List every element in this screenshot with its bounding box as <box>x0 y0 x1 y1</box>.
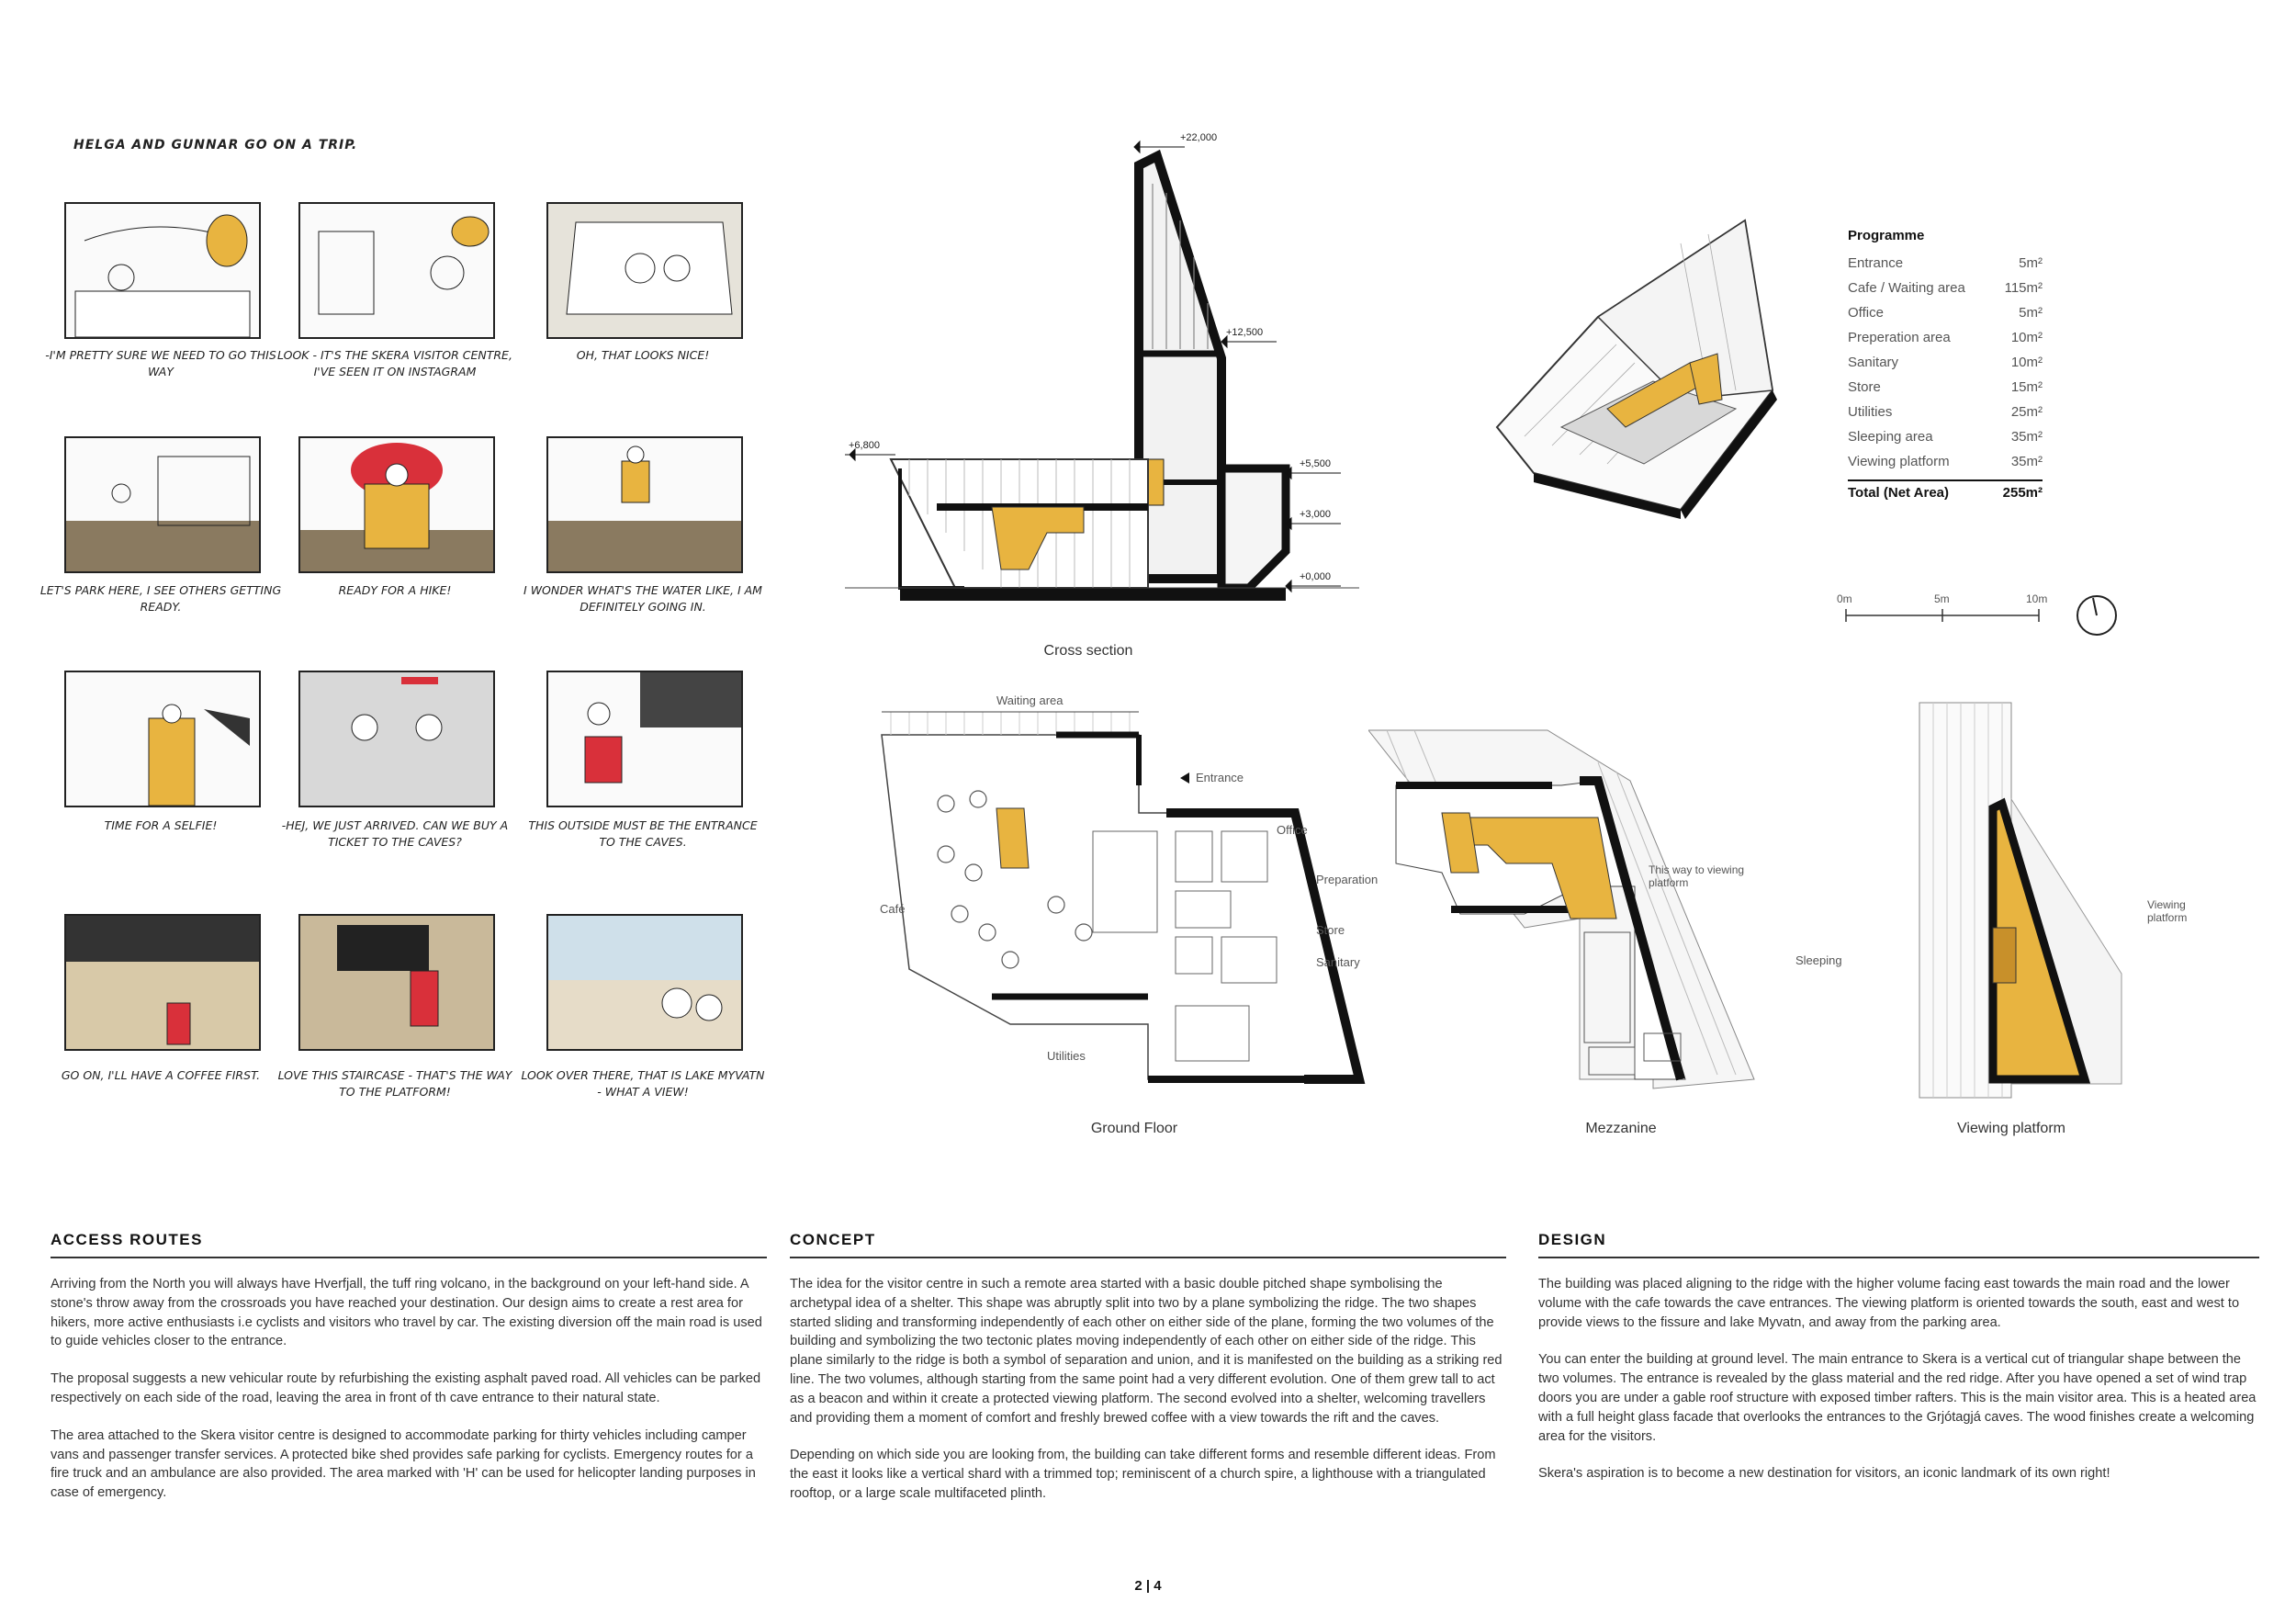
programme-row-name: Sleeping area <box>1848 429 1933 445</box>
concept-paragraph: The idea for the visitor centre in such a remote area started with a basic double pitched shape symbolising the archetypal idea of a shelter. This shape was abruptly split into two by a plane symbolizing the ridge. The two shapes started sliding and transforming independently of each other on either side of the plane, forming the two volumes of the building and symbolizing the two tectonic plates moving independently of each other on either side of the ridge. This plane similarly to the ridge is both a symbol of separation and union, and it is manifested on the building as a striking red line. The two volumes, although starting from the same point had a very different evolution. One of them grew tall to act as a beacon and within it create a protected viewing platform. The second evolved into a shelter, welcoming travellers and providing them a moment of comfort and freshly brewed coffee with a view towards the rift and the caves. <box>790 1277 1503 1426</box>
ground-floor-svg <box>872 694 1387 1107</box>
storyboard-panel <box>546 436 743 573</box>
access-routes-section <box>51 1231 767 1503</box>
level-0000: +0,000 <box>1300 571 1331 582</box>
label-preparation: Preparation <box>1316 873 1379 886</box>
label-sanitary: Sanitary <box>1316 955 1360 969</box>
programme-row-name: Utilities <box>1848 404 1893 420</box>
design-section <box>1538 1231 2259 1483</box>
programme-row <box>1848 424 2043 449</box>
storyboard-sketch <box>66 438 259 571</box>
access-paragraph: The proposal suggests a new vehicular route by refurbishing the existing asphalt paved road. All vehicles can be parked respectively on each side of the road, leaving the area in front of th cave entrance to their natural state. <box>51 1371 761 1405</box>
programme-title: Programme <box>1848 228 1925 243</box>
programme-total-area: 255m² <box>2002 485 2043 501</box>
label-waiting-area: Waiting area <box>996 694 1064 707</box>
programme-row <box>1848 449 2043 474</box>
level-12500: +12,500 <box>1226 327 1264 338</box>
programme-row <box>1848 350 2043 375</box>
label-store: Store <box>1316 923 1345 937</box>
storyboard-sketch <box>548 204 741 337</box>
tower-volume <box>1139 156 1221 579</box>
programme-total <box>1848 479 2043 501</box>
mezzanine-plan <box>1368 726 1846 1111</box>
programme-row-name: Sanitary <box>1848 355 1899 370</box>
storyboard-sketch <box>300 916 493 1049</box>
storyboard-panel <box>298 914 495 1051</box>
storyboard-caption: OH, THAT LOOKS NICE! <box>576 348 710 362</box>
storyboard-panel <box>64 914 261 1051</box>
access-paragraph: Arriving from the North you will always have Hverfjall, the tuff ring volcano, in the background on your left-hand side. A stone's throw away from the crossroads you have reached your destination. Our design aims to create a rest area for hikers, more active enthusiasts i.e cyclists and visitors who travel by car. The existing diversion off the main road is used to guide vehicles closer to the entrance. <box>51 1277 762 1349</box>
scale-0m: 0m <box>1837 592 1852 605</box>
label-this-way: This way to viewing platform <box>1649 863 1745 889</box>
storyboard-panel <box>298 671 495 807</box>
storyboard-panel <box>546 914 743 1051</box>
storyboard-sketch <box>300 438 493 571</box>
mezzanine-svg <box>1368 726 1846 1111</box>
viewing-platform-plan <box>1901 698 2204 1111</box>
storyboard-panel <box>546 202 743 339</box>
storyboard-sketch <box>300 204 493 337</box>
storyboard-panel <box>64 671 261 807</box>
programme-row <box>1848 375 2043 400</box>
storyboard-sketch <box>548 916 741 1049</box>
programme-row-area: 115m² <box>2004 280 2043 296</box>
label-utilities: Utilities <box>1047 1049 1086 1063</box>
storyboard-sketch <box>66 672 259 806</box>
scale-5m: 5m <box>1934 592 1950 605</box>
storyboard-panel <box>298 202 495 339</box>
storyboard-sketch <box>548 438 741 571</box>
label-office: Office <box>1277 823 1308 837</box>
programme-table <box>1848 228 2043 501</box>
ground-floor-plan <box>872 694 1387 1107</box>
storyboard-sketch <box>300 672 493 806</box>
scale-bar <box>1837 592 2057 638</box>
storyboard-sketch <box>66 916 259 1049</box>
axonometric-drawing <box>1469 207 1818 519</box>
axonometric-svg <box>1469 207 1818 519</box>
storyboard-caption: -I'M PRETTY SURE WE NEED TO GO THIS WAY <box>45 348 276 378</box>
programme-row <box>1848 400 2043 424</box>
programme-row <box>1848 276 2043 300</box>
programme-row-name: Viewing platform <box>1848 454 1950 469</box>
label-cafe: Café <box>880 902 906 916</box>
storyboard-panel <box>298 436 495 573</box>
access-routes-title: ACCESS ROUTES <box>51 1231 767 1258</box>
programme-row-area: 35m² <box>2010 454 2043 469</box>
storyboard-sketch <box>548 672 741 806</box>
storyboard-caption: LOOK OVER THERE, THAT IS LAKE MYVATN - WHAT A VIEW! <box>521 1068 765 1099</box>
programme-row-area: 25m² <box>2010 404 2043 420</box>
scale-10m: 10m <box>2026 592 2048 605</box>
programme-row-area: 15m² <box>2010 379 2043 395</box>
programme-row <box>1848 251 2043 276</box>
design-paragraph: The building was placed aligning to the ridge with the higher volume facing east towards the main road and the lower volume with the cafe towards the cave entrances. The viewing platform is oriented towards the south, east and west to provide views to the fissure and lake Myvatn, and away from the parking area. <box>1538 1277 2240 1330</box>
ground-floor-label: Ground Floor <box>1090 1121 1178 1136</box>
storyboard-panel <box>64 202 261 339</box>
storyboard-caption: LOOK - IT'S THE SKERA VISITOR CENTRE, I'VE SEEN IT ON INSTAGRAM <box>277 348 512 378</box>
storyboard-sketch <box>66 204 259 337</box>
access-paragraph: The area attached to the Skera visitor centre is designed to accommodate parking for thirty vehicles including camper vans and passenger transfer services. A protected bike shed provides safe parking for cyclists. Emergency routes for a fire truck and an ambulance are also provided. The area marked with 'H' can be used for helicopter landing purposes in case of emergency. <box>51 1427 756 1501</box>
cross-section-label: Cross section <box>1043 643 1133 659</box>
storyboard-caption: GO ON, I'LL HAVE A COFFEE FIRST. <box>61 1068 261 1082</box>
north-arrow-icon <box>2074 592 2120 638</box>
mezzanine-label: Mezzanine <box>1585 1121 1657 1136</box>
cross-section-drawing <box>845 129 1359 643</box>
concept-section <box>790 1231 1506 1504</box>
storyboard-title: HELGA AND GUNNAR GO ON A TRIP. <box>73 138 358 152</box>
programme-row-area: 35m² <box>2010 429 2043 445</box>
level-3000: +3,000 <box>1300 509 1331 520</box>
label-viewing-platform: Viewing platform <box>2147 898 2188 924</box>
label-sleeping: Sleeping <box>1795 953 1842 967</box>
programme-row-name: Preperation area <box>1848 330 1951 345</box>
programme-row-name: Entrance <box>1848 255 1904 271</box>
storyboard-caption: I WONDER WHAT'S THE WATER LIKE, I AM DEFINITELY GOING IN. <box>523 583 762 614</box>
storyboard-caption: LOVE THIS STAIRCASE - THAT'S THE WAY TO THE PLATFORM! <box>277 1068 512 1099</box>
storyboard-caption: LET'S PARK HERE, I SEE OTHERS GETTING READY. <box>39 583 282 614</box>
cross-section-svg <box>845 129 1359 643</box>
page-number: 2 | 4 <box>1134 1578 1162 1594</box>
programme-total-name: Total (Net Area) <box>1848 485 1950 501</box>
level-5500: +5,500 <box>1300 458 1331 469</box>
programme-row-name: Office <box>1848 305 1884 321</box>
programme-row-area: 5m² <box>2019 255 2043 271</box>
viewing-platform-label: Viewing platform <box>1957 1121 2065 1136</box>
storyboard-caption: THIS OUTSIDE MUST BE THE ENTRANCE TO THE CAVES. <box>528 818 758 849</box>
label-entrance: Entrance <box>1196 771 1244 784</box>
programme-row-name: Store <box>1848 379 1881 395</box>
design-paragraph: Skera's aspiration is to become a new destination for visitors, an iconic landmark of its own right! <box>1538 1466 2110 1482</box>
concept-paragraph: Depending on which side you are looking from, the building can take different forms and resemble different ideas. From the east it looks like a vertical shard with a trimmed top; reminiscent of a church spire, a lighthouse with a triangulated rooftop, or a large scale multifaceted plinth. <box>790 1448 1496 1501</box>
concept-title: CONCEPT <box>790 1231 1506 1258</box>
programme-row-area: 10m² <box>2010 355 2043 370</box>
storyboard-caption: -HEJ, WE JUST ARRIVED. CAN WE BUY A TICKET TO THE CAVES? <box>281 818 509 849</box>
storyboard-panel <box>546 671 743 807</box>
programme-row-area: 5m² <box>2019 305 2043 321</box>
storyboard-caption: READY FOR A HIKE! <box>338 583 452 597</box>
design-title: DESIGN <box>1538 1231 2259 1258</box>
storyboard-caption: TIME FOR A SELFIE! <box>104 818 218 832</box>
level-6800: +6,800 <box>849 440 880 451</box>
programme-row-name: Cafe / Waiting area <box>1848 280 1965 296</box>
programme-row <box>1848 300 2043 325</box>
storyboard-panel <box>64 436 261 573</box>
programme-row-area: 10m² <box>2010 330 2043 345</box>
programme-row <box>1848 325 2043 350</box>
design-paragraph: You can enter the building at ground level. The main entrance to Skera is a vertical cut of triangular shape between the two volumes. The entrance is revealed by the glass material and the red ridge. After you have opened a set of wind trap doors you are under a gable roof structure with exposed timber rafters. This is the main visitor area. This is a heated area with a full height glass facade that overlooks the entrances to the Grjótagjá caves. The wood finishes create a welcoming area for the visitors. <box>1538 1352 2257 1444</box>
programme-rows <box>1848 251 2043 474</box>
level-22000: +22,000 <box>1180 132 1218 143</box>
